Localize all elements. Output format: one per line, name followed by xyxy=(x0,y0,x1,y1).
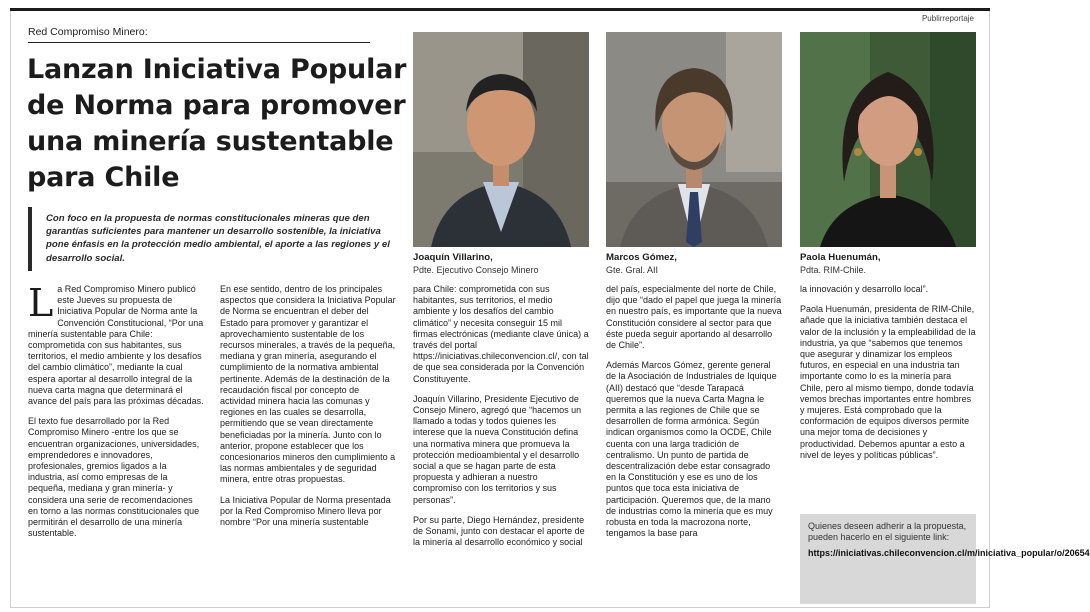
caption-huenuman xyxy=(800,252,980,275)
article-lead: Con foco en la propuesta de normas constitucionales mineras que den garantías suficientes para mantener un desarrollo sostenible, la iniciativa pone énfasis en la protección medio ambiental, el aporte a las regiones y el desarrollo social. xyxy=(28,207,400,271)
infobox-text: Quienes deseen adherir a la propuesta, pueden hacerlo en el siguiente link: xyxy=(808,521,967,543)
paragraph: El texto fue desarrollado por la Red Compromiso Minero -entre los que se encuentran organizaciones, universidades, emprendedores e innovadores, profesionales, gremios ligados a la industria, así como empresas de la pequeña, mediana y gran minería- y considera una serie de recomendaciones en torno a las normas constitucionales que permitirán el desarrollo de una minería sustentable. xyxy=(28,416,200,539)
paragraph: para Chile: comprometida con sus habitantes, sus territorios, el medio ambiente y los desafíos del cambio climático” y necesita conseguir 15 mil firmas electrónicas (mediante clave única) a través del portal https://iniciativas.chileconvencion.cl/, con tal de que sea considerada por la Convención Constituyente. xyxy=(413,284,589,384)
article-column-5 xyxy=(800,284,976,470)
caption-gomez xyxy=(606,252,786,275)
article-headline: Lanzan Iniciativa Popular de Norma para promover una minería sustentable para Chile xyxy=(27,54,407,193)
signup-info-box xyxy=(800,514,1090,604)
paragraph: Paola Huenumán, presidenta de RIM-Chile, añade que la iniciativa también destaca el valor de la inclusión y la empleabilidad de la industria, ya que “sabemos que tenemos que asegurar y dinamizar los empleos futuros, en especial en una industria tan importante como lo es la minería para Chile, pero al mismo tiempo, donde todavía vemos brechas importantes entre hombres y mujeres. Está comprobado que la conformación de equipos diversos permite una mejor toma de decisiones y productividad. Debemos apuntar a esto a nivel de leyes y políticas públicas”. xyxy=(800,304,976,460)
portrait-photo-gomez xyxy=(606,32,782,247)
caption-name: Marcos Gómez, xyxy=(606,252,677,263)
section-label: Red Compromiso Minero: xyxy=(28,26,370,43)
paragraph: Además Marcos Gómez, gerente general de la Asociación de Industriales de Iquique (AII) destacó que “desde Tarapacá queremos que la nueva Carta Magna le permita a las regiones de Chile que se desarrollen de forma armónica. Según indican organismos como la OCDE, Chile cuenta con una larga tradición de centralismo. Un punto de partida de descentralización debe estar consagrado en la Constitución y ese es uno de los puntos que toca esta iniciativa de participación. Queremos que, de la mano de industrias como la minería que es muy robusta en toda la macrozona norte, tengamos la base para xyxy=(606,360,777,539)
article-column-4 xyxy=(606,284,782,548)
publirreportaje-tag: Publirreportaje xyxy=(921,14,974,23)
caption-villarino xyxy=(413,252,593,275)
article-column-1 xyxy=(28,281,204,548)
drop-cap: L xyxy=(28,281,54,325)
top-rule xyxy=(10,8,990,11)
paragraph: Joaquín Villarino, Presidente Ejecutivo de Consejo Minero, agregó que “hacemos un llamado a todas y todos quienes les interese que la nueva Constitución defina una normativa minera que promueva la protección medioambiental y el desarrollo social a que se hagan parte de esta propuesta y adhieran a nuestro compromiso con los territorios y sus personas”. xyxy=(413,393,582,505)
caption-role: Pdte. Ejecutivo Consejo Minero xyxy=(413,265,539,275)
paragraph: Por su parte, Diego Hernández, presidente de Sonami, junto con destacar el aporte de la minería al desarrollo económico y social xyxy=(413,514,585,548)
paragraph: En ese sentido, dentro de los principales aspectos que considera la Iniciativa Popular de Norma se encuentran el deber del Estado para promover y garantizar el aprovechamiento sustentable de los recursos minerales, a través de la pequeña, mediana y gran minería, asegurando el cumplimiento de la normativa ambiental pertinente. Además de la destinación de la recaudación fiscal por concepto de actividad minera hacia las comunas y regiones en las cuales se desarrolla, permitiendo que se vean directamente beneficiadas por la minería. Junto con lo anterior, propone establecer que los concesionarios mineros den cumplimiento a las normas ambientales y de seguridad minera, entre otras propuestas. xyxy=(220,284,396,485)
caption-name: Paola Huenumán, xyxy=(800,252,881,263)
portrait-photo-villarino xyxy=(413,32,589,247)
portrait-photo-huenuman xyxy=(800,32,976,247)
caption-role: Pdta. RIM-Chile. xyxy=(800,265,867,275)
paragraph: La Iniciativa Popular de Norma presentada por la Red Compromiso Minero lleva por nombre “Por una minería sustentable xyxy=(220,494,391,528)
signup-link[interactable]: https://iniciativas.chileconvencion.cl/m/iniciativa_popular/o/20654 xyxy=(808,548,1090,559)
article-column-3 xyxy=(413,284,589,557)
paragraph: la innovación y desarrollo local”. xyxy=(800,284,929,294)
paragraph: del país, especialmente del norte de Chile, dijo que “dado el papel que juega la minería en nuestro país, es importante que la nueva Constitución considere al sector para que éste pueda seguir aportando al desarrollo de Chile”. xyxy=(606,284,782,351)
caption-role: Gte. Gral. AII xyxy=(606,265,659,275)
article-column-2 xyxy=(220,284,396,537)
caption-name: Joaquín Villarino, xyxy=(413,252,493,263)
paragraph: La Red Compromiso Minero publicó este Jueves su propuesta de Iniciativa Popular de Norma ante la Convención Constitucional, “Por una minería sustentable para Chile: comprometida con sus habitantes, sus territorios, el medio ambiente y los desafíos del cambio climático”, mediante la cual espera aportar al desarrollo integral de la nueva carta magna que determinará el avance del país para las próximas décadas. xyxy=(28,281,204,407)
